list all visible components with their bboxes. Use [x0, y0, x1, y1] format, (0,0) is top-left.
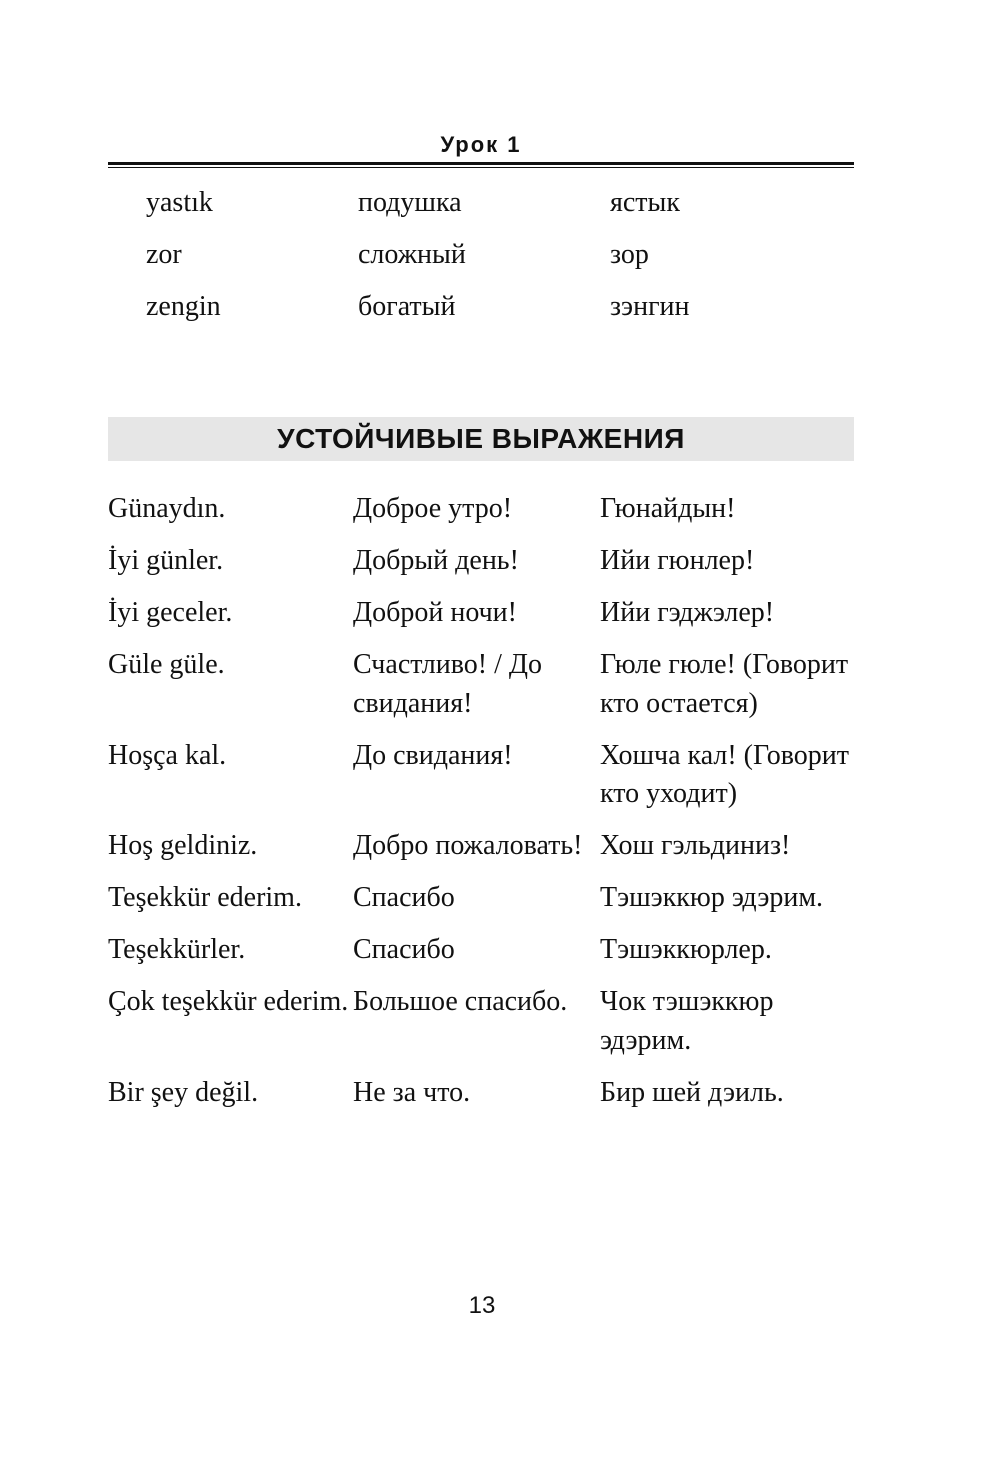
phrase-turkish: Günaydın. [108, 493, 226, 524]
phrase-row [108, 827, 854, 866]
section-heading: УСТОЙЧИВЫЕ ВЫРАЖЕНИЯ [277, 423, 685, 454]
vocabulary-russian: богатый [358, 291, 456, 322]
phrase-row [108, 737, 854, 814]
vocabulary-row [146, 183, 854, 235]
vocabulary-turkish: zengin [146, 291, 221, 322]
vocabulary-row [146, 287, 854, 339]
phrase-row [108, 594, 854, 633]
phrase-row [108, 983, 854, 1060]
phrase-russian: Спасибо [353, 882, 455, 913]
phrase-row [108, 490, 854, 529]
vocabulary-turkish: yastık [146, 187, 213, 218]
vocabulary-list [146, 183, 854, 339]
section-heading-band [108, 417, 854, 461]
phrase-transcription: Тэшэккюр эдэрим. [600, 882, 824, 913]
phrase-turkish: İyi geceler. [108, 597, 233, 628]
phrase-row [108, 542, 854, 581]
phrase-table [108, 490, 854, 1126]
phrase-row [108, 931, 854, 970]
phrase-transcription: Ийи гэджэлер! [600, 597, 775, 628]
phrase-transcription: Тэшэккюрлер. [600, 934, 772, 965]
phrase-turkish: Hoş geldiniz. [108, 830, 258, 861]
phrase-row [108, 646, 854, 723]
phrase-turkish: İyi günler. [108, 545, 224, 576]
header-rule-thick [108, 162, 854, 165]
phrase-russian: Добрый день! [353, 545, 519, 576]
header-rule-thin [108, 167, 854, 168]
phrase-transcription: Хош гэльдиниз! [600, 830, 791, 861]
phrase-row [108, 879, 854, 918]
phrase-turkish: Teşekkürler. [108, 934, 246, 965]
phrase-russian: Добро пожаловать! [353, 830, 583, 861]
vocabulary-transcription: зэнгин [610, 291, 690, 322]
phrase-transcription: Чок тэшэккюр эдэрим. [600, 986, 774, 1056]
phrase-turkish: Güle güle. [108, 649, 225, 680]
phrase-transcription: Гюнайдын! [600, 493, 736, 524]
vocabulary-transcription: ястык [610, 187, 680, 218]
phrase-turkish: Bir şey değil. [108, 1076, 259, 1108]
phrase-transcription: Хошча кал! (Говорит кто уходит) [600, 739, 849, 809]
phrase-russian: Доброе утро! [353, 493, 513, 524]
phrase-russian: До свидания! [353, 739, 513, 771]
phrase-russian: Не за что. [353, 1076, 471, 1108]
phrase-russian: Счастливо! / До свидания! [353, 649, 542, 719]
vocabulary-russian: сложный [358, 239, 466, 270]
phrase-transcription: Гюле гюле! (Говорит кто остается) [600, 649, 849, 719]
page-number: 13 [468, 1292, 496, 1319]
phrase-transcription: Бир шей дэиль. [600, 1076, 784, 1108]
phrase-russian: Спасибо [353, 934, 455, 965]
phrase-row [108, 1074, 854, 1113]
running-header-title: Урок 1 [440, 132, 522, 157]
vocabulary-russian: подушка [358, 187, 462, 218]
phrase-turkish: Teşekkür ederim. [108, 882, 302, 913]
vocabulary-row [146, 235, 854, 287]
phrase-russian: Доброй ночи! [353, 597, 517, 628]
vocabulary-transcription: зор [610, 239, 649, 270]
vocabulary-turkish: zor [146, 239, 182, 270]
phrase-turkish: Çok teşekkür ederim. [108, 986, 349, 1017]
phrase-transcription: Ийи гюнлер! [600, 545, 755, 576]
phrase-turkish: Hoşça kal. [108, 739, 227, 771]
phrase-russian: Большое спасибо. [353, 986, 568, 1017]
